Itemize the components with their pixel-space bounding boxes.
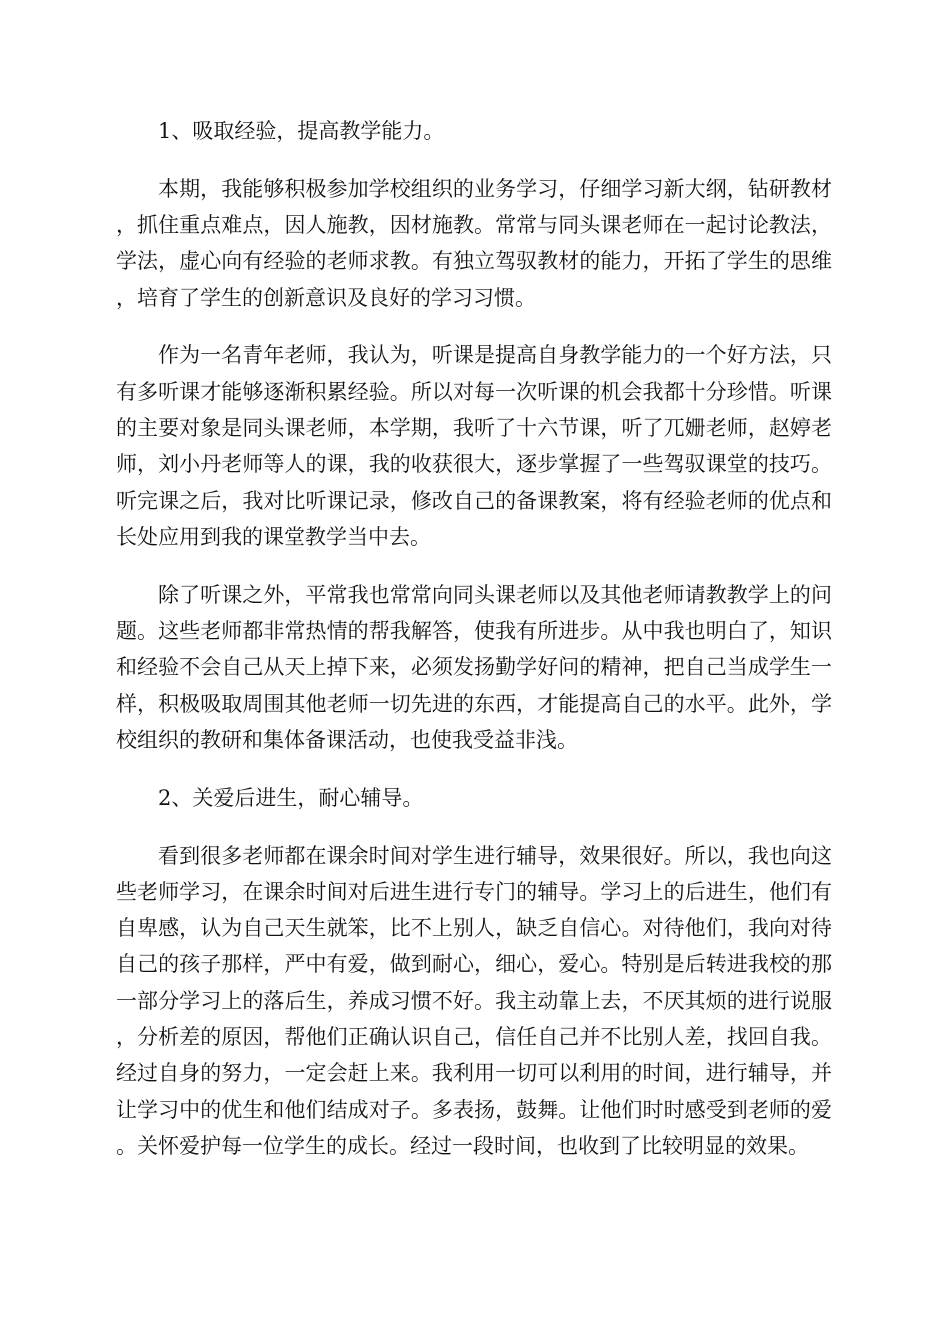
paragraph: 看到很多老师都在课余时间对学生进行辅导，效果很好。所以，我也向这些老师学习，在课余时间对后进生进行专门的辅导。学习上的后进生，他们有自卑感，认为自己天生就笨，比不上别人，缺乏自信心。对待他们，我向对待自己的孩子那样，严中有爱，做到耐心，细心，爱心。特别是后转进我校的那一部分学习上的落后生，养成习惯不好。我主动靠上去，不厌其烦的进行说服，分析差的原因，帮他们正确认识自己，信任自己并不比别人差，找回自我。经过自身的努力，一定会赶上来。我利用一切可以利用的时间，进行辅导，并让学习中的优生和他们结成对子。多表扬，鼓舞。让他们时时感受到老师的爱。关怀爱护每一位学生的成长。经过一段时间，也收到了比较明显的效果。 bbox=[116, 843, 832, 1158]
document-body bbox=[116, 113, 832, 1186]
paragraph: 除了听课之外，平常我也常常向同头课老师以及其他老师请教教学上的问题。这些老师都非常热情的帮我解答，使我有所进步。从中我也明白了，知识和经验不会自己从天上掉下来，必须发扬勤学好问的精神，把自己当成学生一样，积极吸取周围其他老师一切先进的东西，才能提高自己的水平。此外，学校组织的教研和集体备课活动，也使我受益非浅。 bbox=[116, 582, 832, 752]
section-heading-1: 1、吸取经验，提高教学能力。 bbox=[158, 119, 445, 143]
section-heading-2: 2、关爱后进生，耐心辅导。 bbox=[158, 785, 424, 810]
paragraph: 本期，我能够积极参加学校组织的业务学习，仔细学习新大纲，钻研教材，抓住重点难点，因人施教，因材施教。常常与同头课老师在一起讨论教法，学法，虚心向有经验的老师求教。有独立驾驭教材的能力，开拓了学生的思维，培育了学生的创新意识及良好的学习习惯。 bbox=[116, 176, 832, 310]
paragraph: 作为一名青年老师，我认为，听课是提高自身教学能力的一个好方法，只有多听课才能够逐渐积累经验。所以对每一次听课的机会我都十分珍惜。听课的主要对象是同头课老师，本学期，我听了十六节课，听了兀姗老师，赵婷老师，刘小丹老师等人的课，我的收获很大，逐步掌握了一些驾驭课堂的技巧。听完课之后，我对比听课记录，修改自己的备课教案，将有经验老师的优点和长处应用到我的课堂教学当中去。 bbox=[116, 343, 832, 549]
